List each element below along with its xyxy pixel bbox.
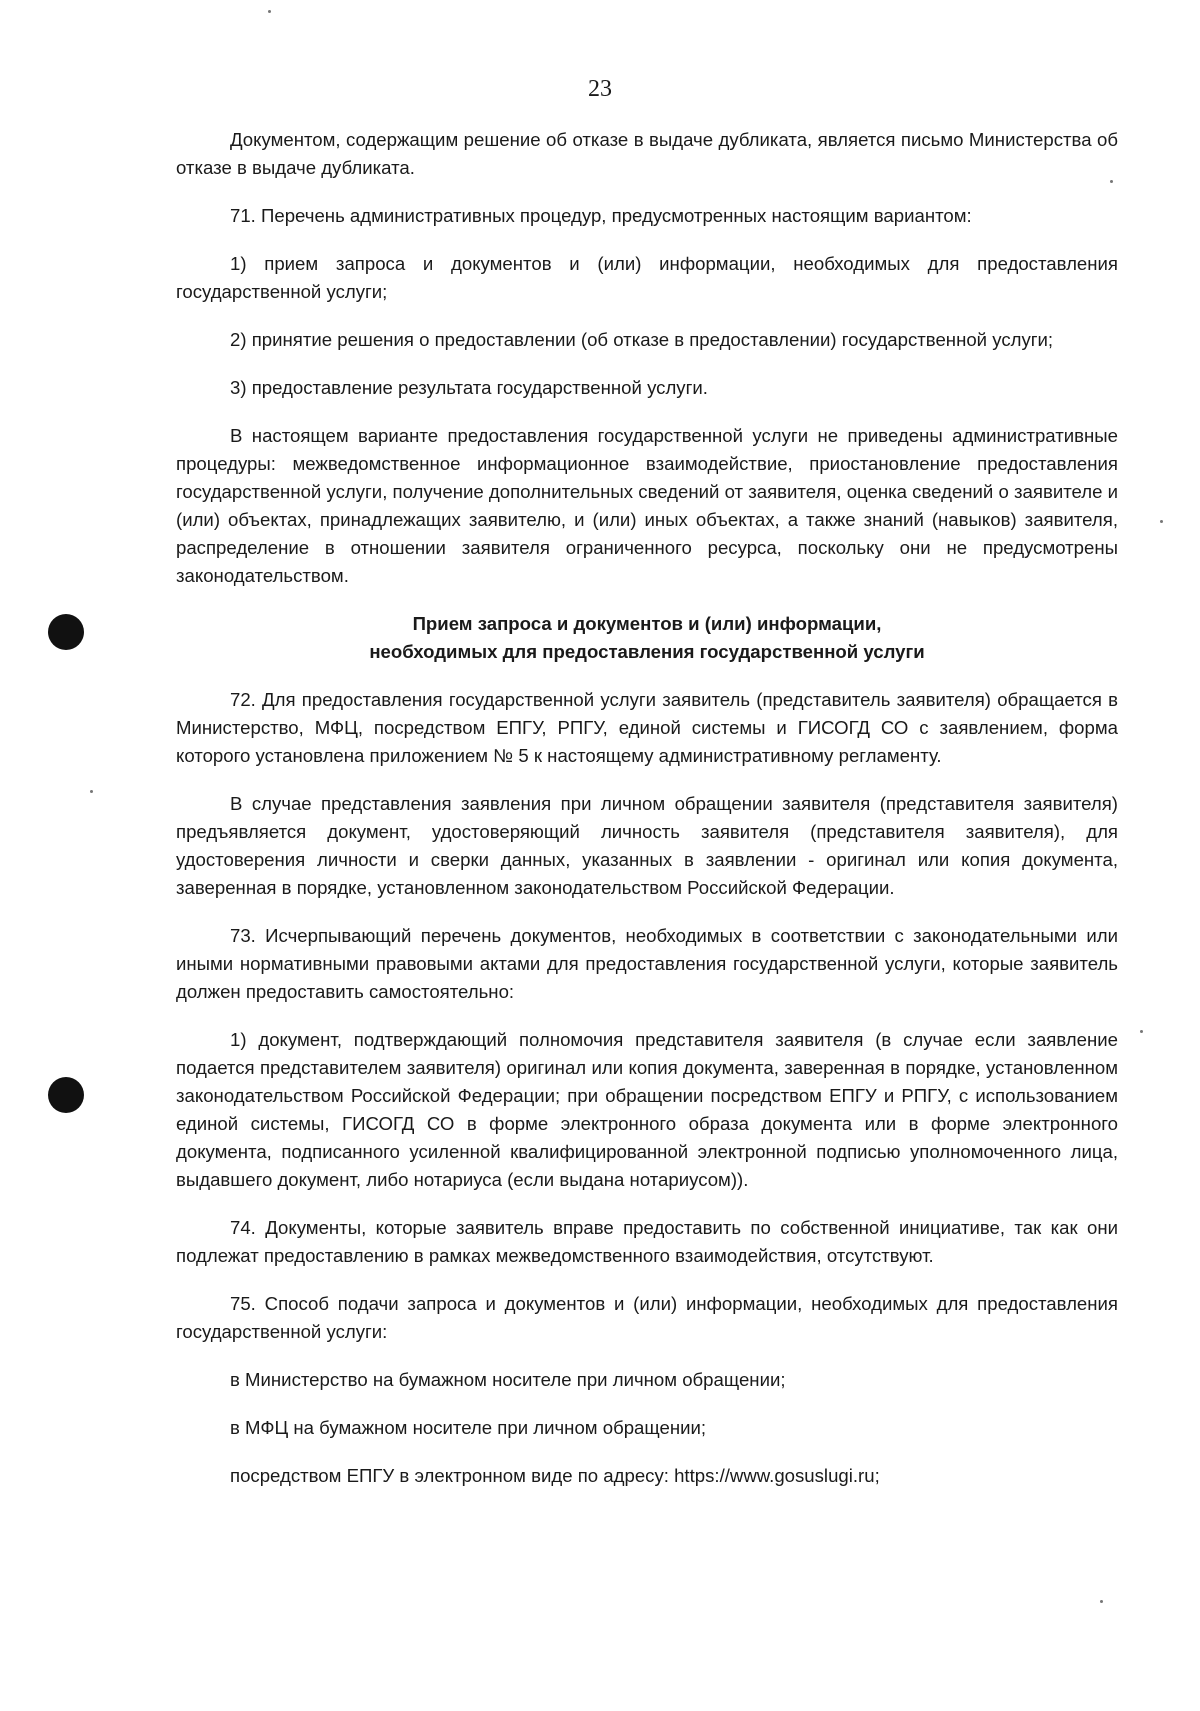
- scan-speck: [90, 790, 93, 793]
- paragraph: 2) принятие решения о предоставлении (об отказе в предоставлении) государственной услуги;: [230, 329, 1054, 350]
- section-heading: [176, 610, 1118, 666]
- paragraph: в МФЦ на бумажном носителе при личном обращении;: [230, 1417, 707, 1438]
- punch-hole: [48, 614, 84, 650]
- punch-hole: [48, 1077, 84, 1113]
- scan-speck: [1100, 1600, 1103, 1603]
- paragraph: 72. Для предоставления государственной услуги заявитель (представитель заявителя) обращается в Министерство, МФЦ, посредством ЕПГУ, РПГУ, единой системы и ГИСОГД СО с заявлением, форма которого установлена приложением № 5 к настоящему административному регламенту.: [176, 689, 1118, 766]
- paragraph: 74. Документы, которые заявитель вправе предоставить по собственной инициативе, так как они подлежат предоставлению в рамках межведомственного взаимодействия, отсутствуют.: [176, 1217, 1118, 1266]
- paragraph: 1) документ, подтверждающий полномочия представителя заявителя (в случае если заявление подается представителем заявителя) оригинал или копия документа, заверенная в порядке, установленном законодательством Российской Федерации; при обращении посредством ЕПГУ и РПГУ, с использованием единой системы, ГИСОГД СО в форме электронного образа документа или в форме электронного документа, подписанного усиленной квалифицированной электронной подписью уполномоченного лица, выдавшего документ, либо нотариуса (если выдана нотариусом)).: [176, 1029, 1118, 1190]
- paragraph: 75. Способ подачи запроса и документов и (или) информации, необходимых для предоставления государственной услуги:: [176, 1293, 1118, 1342]
- scan-speck: [1160, 520, 1163, 523]
- paragraph: 1) прием запроса и документов и (или) информации, необходимых для предоставления государственной услуги;: [176, 253, 1118, 302]
- scan-speck: [1140, 1030, 1143, 1033]
- paragraph: посредством ЕПГУ в электронном виде по адресу: https://www.gosuslugi.ru;: [230, 1465, 880, 1486]
- section-heading-line: необходимых для предоставления государственной услуги: [369, 641, 925, 662]
- page-number: 23: [588, 76, 612, 102]
- section-heading-line: Прием запроса и документов и (или) информации,: [412, 613, 882, 634]
- paragraph: Документом, содержащим решение об отказе в выдаче дубликата, является письмо Министерства об отказе в выдаче дубликата.: [176, 129, 1118, 178]
- paragraph: 3) предоставление результата государственной услуги.: [230, 377, 708, 398]
- paragraph: 71. Перечень административных процедур, предусмотренных настоящим вариантом:: [230, 205, 972, 226]
- paragraph: В случае представления заявления при личном обращении заявителя (представителя заявителя) предъявляется документ, удостоверяющий личность заявителя (представителя заявителя), для удостоверения личности и сверки данных, указанных в заявлении - оригинал или копия документа, заверенная в порядке, установленном законодательством Российской Федерации.: [176, 793, 1118, 898]
- document-body: [176, 126, 1118, 1510]
- scan-speck: [268, 10, 271, 13]
- paragraph: В настоящем варианте предоставления государственной услуги не приведены административные процедуры: межведомственное информационное взаимодействие, приостановление предоставления государственной услуги, получение дополнительных сведений от заявителя, оценка сведений о заявителе и (или) объектах, принадлежащих заявителю, и (или) иных объектах, а также знаний (навыков) заявителя, распределение в отношении заявителя ограниченного ресурса, поскольку они не предусмотрены законодательством.: [176, 425, 1118, 586]
- paragraph: 73. Исчерпывающий перечень документов, необходимых в соответствии с законодательными или иными нормативными правовыми актами для предоставления государственной услуги, которые заявитель должен предоставить самостоятельно:: [176, 925, 1118, 1002]
- paragraph: в Министерство на бумажном носителе при личном обращении;: [230, 1369, 786, 1390]
